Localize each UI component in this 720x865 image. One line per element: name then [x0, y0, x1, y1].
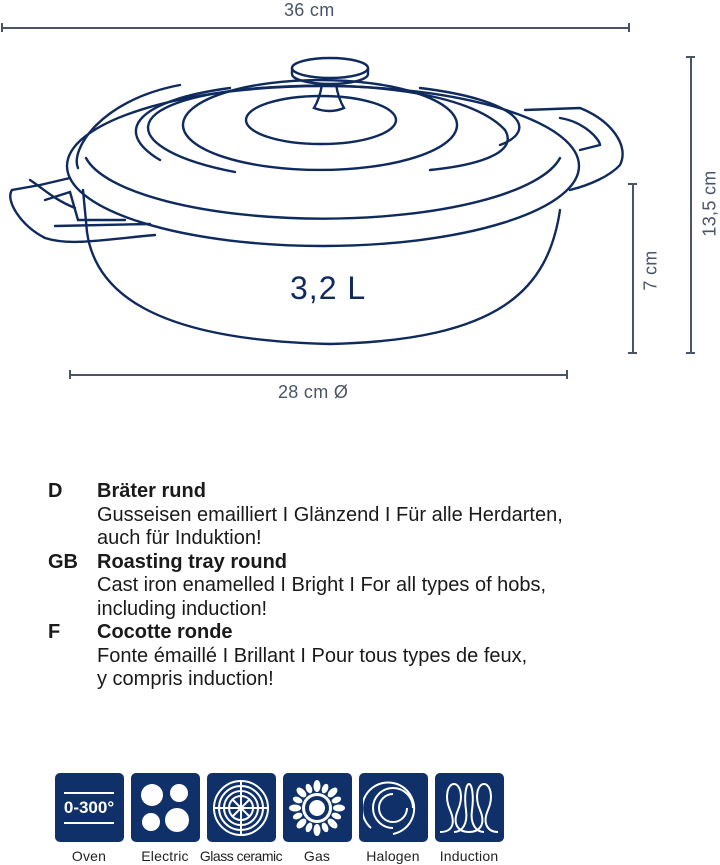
- oven-temperature-badge: 0-300°: [63, 797, 115, 817]
- description-de: [48, 480, 708, 551]
- induction-hob-icon: [435, 773, 504, 842]
- gas-hob-icon: [283, 773, 352, 842]
- halogen-hob-icon: [359, 773, 428, 842]
- width-dimension-label: 36 cm: [284, 0, 335, 20]
- total-height-dimension-line: [690, 56, 692, 353]
- total-height-dimension-label: 13,5 cm: [699, 170, 720, 237]
- description-line: Cast iron enamelled I Bright I For all types of hobs,: [97, 574, 547, 596]
- hob-label: Induction: [439, 848, 499, 864]
- width-dimension-tick-left: [1, 23, 3, 32]
- glass-ceramic-hob-icon: [207, 773, 276, 842]
- oven-icon: [55, 773, 124, 842]
- product-title: Bräter rund: [97, 480, 206, 502]
- description-line: Fonte émaillé I Brillant I Pour tous types de feux,: [97, 644, 528, 667]
- hob-label: Halogen: [366, 848, 420, 864]
- hob-label: Gas: [303, 848, 331, 864]
- product-descriptions: [48, 480, 708, 692]
- hob-glass-ceramic: [199, 773, 283, 864]
- description-fr: [48, 621, 708, 692]
- hob-label: Oven: [71, 848, 107, 864]
- description-line: auch für Induktion!: [97, 527, 262, 549]
- width-dimension-line: [2, 27, 629, 29]
- description-line: including induction!: [97, 597, 268, 620]
- product-title: Roasting tray round: [97, 550, 288, 573]
- product-title: Cocotte ronde: [97, 621, 233, 643]
- width-dimension-tick-right: [628, 23, 630, 32]
- diameter-tick-left: [69, 370, 71, 379]
- total-height-tick-bottom: [686, 352, 695, 354]
- roasting-pot-drawing: [0, 40, 640, 360]
- hob-label: Glass ceramic: [199, 848, 283, 864]
- description-line: y compris induction!: [97, 668, 274, 690]
- capacity-label: 3,2 L: [290, 270, 367, 306]
- diameter-dimension-label: 28 cm Ø: [278, 382, 349, 402]
- language-code: F: [48, 621, 61, 643]
- hob-electric: [127, 773, 203, 864]
- inner-height-dimension-label: 7 cm: [640, 250, 661, 291]
- hob-oven: [51, 773, 127, 864]
- electric-hob-icon: [131, 773, 200, 842]
- hob-compatibility-icons: [51, 773, 507, 864]
- description-gb: [48, 551, 708, 622]
- description-line: Gusseisen emailliert I Glänzend I Für alle Herdarten,: [97, 503, 563, 526]
- diameter-dimension-line: [70, 374, 567, 376]
- diameter-tick-right: [566, 370, 568, 379]
- total-height-tick-top: [686, 56, 695, 58]
- language-code: GB: [48, 550, 78, 573]
- language-code: D: [48, 480, 63, 502]
- hob-induction: [431, 773, 507, 864]
- hob-halogen: [355, 773, 431, 864]
- hob-label: Electric: [141, 848, 189, 864]
- hob-gas: [279, 773, 355, 864]
